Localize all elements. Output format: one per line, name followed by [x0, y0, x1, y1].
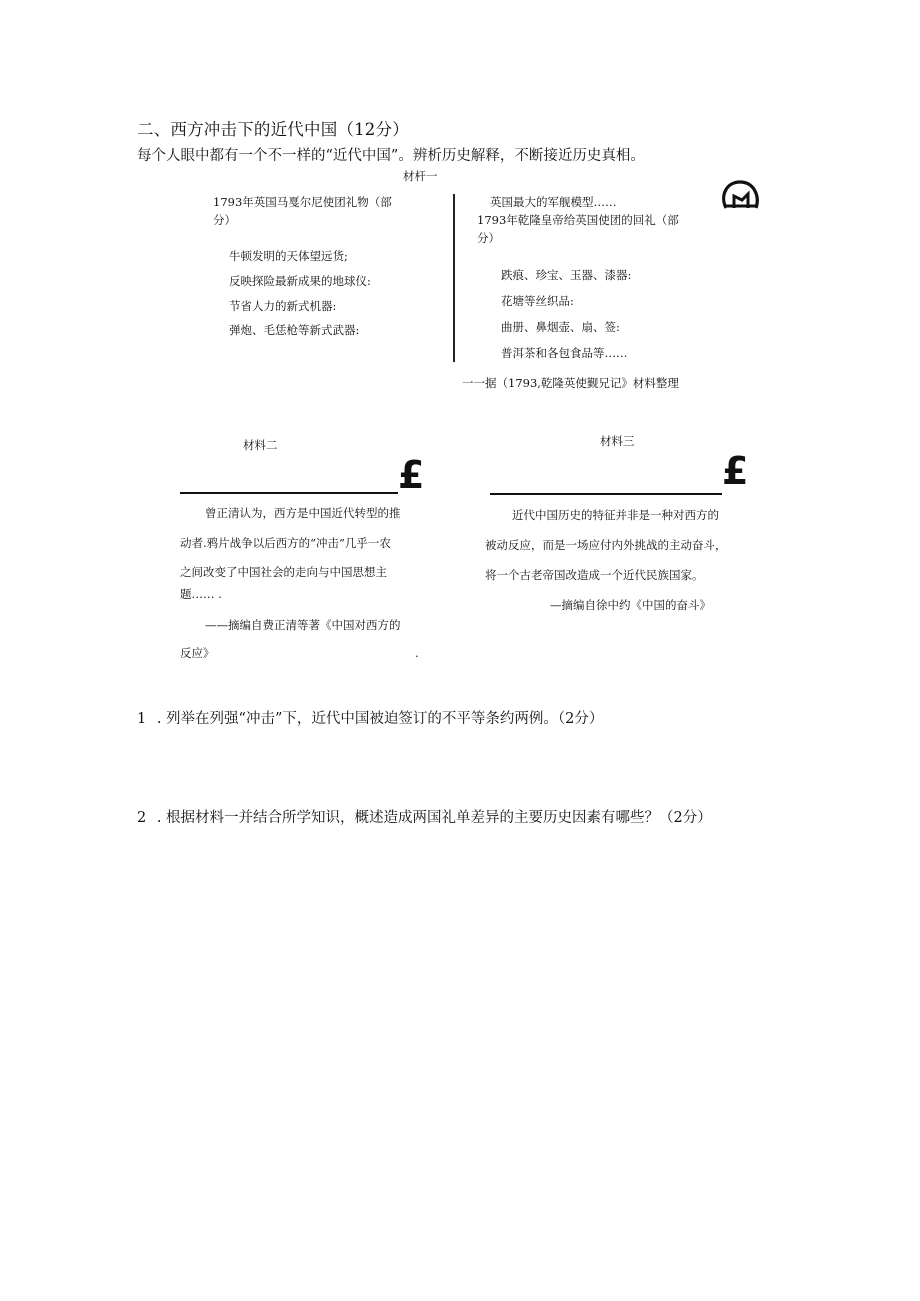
material1-left-item: 反映探险最新成果的地球仪:: [229, 274, 371, 288]
question-number: 2: [137, 810, 147, 826]
section-intro: 每个人眼中都有一个不一样的“近代中国”。辨析历史解释，不断接近历史真相。: [137, 148, 645, 164]
material2-blank-line: [180, 492, 398, 494]
material3-caption: 材料三: [600, 434, 635, 448]
question-text: . 列举在列强“冲击”下，近代中国被迫签订的不平等条约两例。（2分）: [156, 711, 604, 727]
material1-left-item: 牛顿发明的天体望远货;: [229, 249, 348, 263]
material1-left-heading-1: 1793年英国马戛尔尼使团礼物（部: [213, 195, 392, 209]
pound-sign-mark: £: [722, 449, 749, 493]
material3-blank-line: [490, 493, 722, 495]
material2-line: 曾正清认为，西方是中国近代转型的推: [205, 506, 401, 520]
material2-source-1: ——摘编自费正清等著《中国对西方的: [205, 618, 401, 632]
material3-line: 被动反应，而是一场应付内外挑战的主动奋斗，: [485, 538, 727, 552]
question-1: [137, 707, 603, 728]
material2-caption: 材料二: [243, 438, 278, 452]
material1-right-top-line: 英国最大的军舰模型……: [490, 195, 617, 209]
material1-source: 一一据（1793,乾隆英使觐兄记》材料整理: [462, 376, 679, 390]
material1-right-heading-1: 1793年乾隆皇帝给英国使团的回礼（部: [477, 213, 679, 227]
material1-right-item: 曲册、鼻烟壶、扇、签:: [501, 320, 620, 334]
material1-caption: 材杆一: [403, 169, 438, 183]
material1-divider: [453, 194, 455, 362]
question-text: . 根据材料一并结合所学知识，概述造成两国礼单差异的主要历史因素有哪些？（2分）: [156, 810, 712, 826]
material1-right-heading-2: 分）: [477, 231, 500, 245]
material2-stray-dot: .: [415, 646, 419, 660]
material1-right-item: 普洱茶和各包食品等……: [501, 346, 628, 360]
material1-left-item: 弹炮、毛恁枪等新式武器:: [229, 323, 360, 337]
material1-right-item: 花塘等丝织品:: [501, 294, 574, 308]
material1-right-item: 跌痕、珍宝、玉器、漆器:: [501, 268, 632, 282]
material2-source-2: 反应》: [180, 646, 215, 660]
material3-line: 近代中国历史的特征并非是一种对西方的: [512, 508, 719, 522]
material1-left-heading-2: 分）: [213, 213, 236, 227]
material3-line: 将一个古老帝国改造成一个近代民族国家。: [485, 568, 704, 582]
scribble-mark-icon: [720, 178, 762, 214]
pound-sign-mark: £: [398, 453, 425, 497]
material2-line: 动者.鸦片战争以后西方的“冲击”几乎一农: [180, 536, 391, 550]
material2-line: 题…… .: [180, 587, 222, 601]
question-number: 1: [137, 711, 147, 727]
section-title: 二、西方冲击下的近代中国（12分）: [137, 120, 409, 139]
material1-left-item: 节省人力的新式机器:: [229, 299, 337, 313]
material2-line: 之间改变了中国社会的走向与中国思想主: [180, 565, 387, 579]
material3-source: —摘编自徐中约《中国的奋斗》: [550, 598, 711, 612]
question-2: [137, 806, 712, 827]
